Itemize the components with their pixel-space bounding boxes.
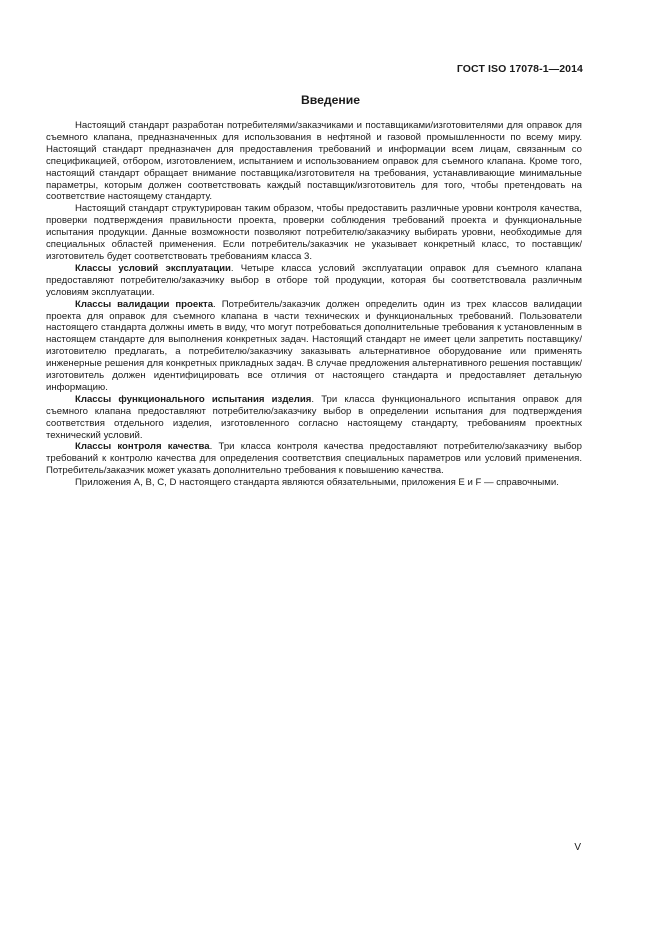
paragraph-text: Настоящий стандарт структурирован таким образом, чтобы предоставить различные уровни контроля качества, проверки подтверждения правильности проекта, проверки соблюдения требований проекта и функциональные испытания продукции. Данные возможности позволяют потребителю/заказчику выбирать уровни, необходимые для специальных областей применения. Если потребитель/заказчик не указывает конкретный класс, то поставщик/изготовитель будет соответствовать требованиям класса 3. [46, 203, 582, 262]
paragraph-annexes [46, 477, 582, 489]
page-number: V [574, 842, 581, 853]
paragraph-text: . Потребитель/заказчик должен определить один из трех классов валидации проекта для оправок для съемного клапана в части технических и функциональных требований. Пользователи настоящего стандарта должны иметь в виду, что могут потребоваться дополнительные требования к установленным в настоящем стандарте для выполнения конкретных задач. Настоящий стандарт не имеет цели запретить поставщику/изготовителю предлагать, а потребителю/заказчику заказывать альтернативное оборудование или применять инженерные решения для конкретных прикладных задач. В случае предложения альтернативного решения поставщик/изготовитель должен идентифицировать все отличия от настоящего стандарта и предоставляет детальную информацию. [46, 298, 582, 393]
paragraph-functional-testing [46, 394, 582, 442]
paragraph-design-validation [46, 299, 582, 394]
paragraph-text: . Четыре класса условий эксплуатации оправок для съемного клапана предоставляют потребителю/заказчику выбор в отборе той продукции, которая бы соответствовала различным условиям эксплуатации. [46, 262, 582, 298]
paragraph-lead: Классы валидации проекта [75, 298, 214, 310]
paragraph-structure [46, 203, 582, 263]
document-code: ГОСТ ISO 17078-1—2014 [456, 63, 583, 75]
paragraph-lead: Классы функционального испытания изделия [75, 393, 312, 405]
paragraph-text: Настоящий стандарт разработан потребителями/заказчиками и поставщиками/изготовителями для оправок для съемного клапана, предназначенных для использования в нефтяной и газовой промышленности по всему миру. Настоящий стандарт предназначен для предоставления требований и информации всем лицам, связанным со спецификацией, отбором, изготовлением, испытанием и использованием оправок для съемного клапана. Кроме того, настоящий стандарт обращает внимание поставщика/изготовителя на требования, устанавливающие минимальные параметры, которым должен соответствовать каждый поставщик/изготовитель для того, чтобы претендовать на соответствие настоящему стандарту. [46, 120, 582, 203]
paragraph-text: Приложения А, В, С, D настоящего стандарта являются обязательными, приложения Е и F — справочными. [75, 477, 559, 489]
section-title: Введение [300, 93, 361, 107]
paragraph-quality-control [46, 441, 582, 477]
paragraph-service-classes [46, 263, 582, 299]
paragraph-intro [46, 120, 582, 203]
paragraph-text: . Три класса функционального испытания оправок для съемного клапана предоставляют потребителю/заказчику выбор в определении испытания для подтверждения соответствия отдельного изделия, изготовленного согласно настоящему стандарту, требованиям проектных технический условий. [46, 393, 582, 441]
paragraph-text: . Три класса контроля качества предоставляют потребителю/заказчику выбор требований к контролю качества для определения соответствия специальных параметров или условий применения. Потребитель/заказчик может указать дополнительно требования к повышению качества. [46, 441, 582, 477]
paragraph-lead: Классы условий эксплуатации [75, 262, 231, 274]
body-text [46, 120, 582, 489]
paragraph-lead: Классы контроля качества [75, 441, 210, 453]
